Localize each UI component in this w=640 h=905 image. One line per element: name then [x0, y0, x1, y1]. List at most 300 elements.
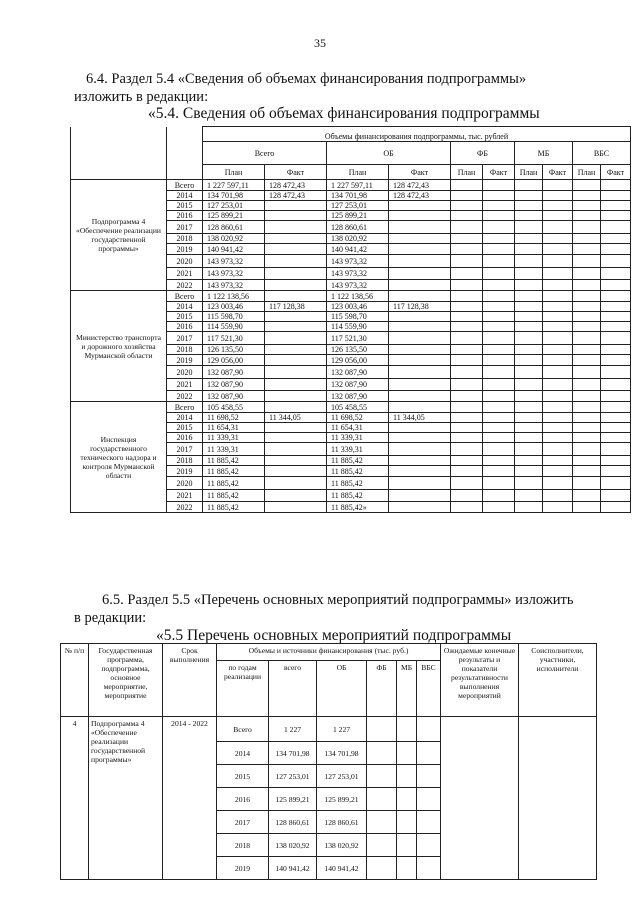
- empty-cell: [515, 280, 543, 291]
- value-cell: [265, 244, 327, 255]
- empty-cell: [543, 332, 573, 345]
- value-cell: [265, 280, 327, 291]
- empty-cell: [573, 211, 601, 221]
- value-cell: [265, 355, 327, 366]
- total-cell: 140 941,42: [269, 857, 317, 880]
- empty-cell: [601, 423, 631, 433]
- empty-cell: [483, 391, 515, 402]
- ob-cell: 127 253,01: [317, 765, 367, 788]
- ob-cell: 138 020,92: [317, 834, 367, 857]
- year-cell: Всего: [217, 717, 269, 742]
- value-cell: [389, 312, 451, 322]
- year-cell: 2022: [167, 280, 203, 291]
- empty-cell: [601, 322, 631, 332]
- value-cell: 11 885,42: [203, 456, 265, 466]
- empty-cell: [367, 717, 397, 742]
- empty-cell: [483, 456, 515, 466]
- empty-cell: [515, 477, 543, 490]
- empty-cell: [417, 788, 441, 811]
- value-cell: 128 472,43: [389, 191, 451, 201]
- year-cell: 2022: [167, 391, 203, 402]
- value-cell: [389, 433, 451, 443]
- value-cell: [389, 443, 451, 456]
- empty-cell: [451, 322, 483, 332]
- empty-cell: [573, 302, 601, 312]
- header-fact: Факт: [389, 165, 451, 180]
- empty-cell: [543, 244, 573, 255]
- value-cell: 132 087,90: [327, 391, 389, 402]
- year-cell: 2018: [167, 234, 203, 244]
- header-plan: План: [573, 165, 601, 180]
- empty-cell: [515, 413, 543, 423]
- empty-cell: [451, 302, 483, 312]
- year-cell: 2018: [217, 834, 269, 857]
- empty-cell: [543, 456, 573, 466]
- ob-cell: 128 860,61: [317, 811, 367, 834]
- value-cell: 1 122 138,56: [203, 291, 265, 302]
- value-cell: 123 003,46: [327, 302, 389, 312]
- value-cell: 134 701,98: [327, 191, 389, 201]
- empty-cell: [601, 433, 631, 443]
- row-group-label: Инспекция государственного технического надзора и контроля Мурманской области: [71, 402, 167, 513]
- value-cell: 115 598,70: [203, 312, 265, 322]
- empty-cell: [417, 742, 441, 765]
- value-cell: 143 973,32: [327, 268, 389, 280]
- empty-cell: [573, 322, 601, 332]
- empty-cell: [451, 268, 483, 280]
- year-cell: 2017: [217, 811, 269, 834]
- empty-cell: [543, 280, 573, 291]
- value-cell: 126 135,50: [203, 345, 265, 355]
- value-cell: 1 227 597,11: [327, 180, 389, 191]
- empty-cell: [515, 312, 543, 322]
- empty-cell: [573, 456, 601, 466]
- empty-cell: [483, 366, 515, 379]
- empty-cell: [451, 211, 483, 221]
- empty-cell: [543, 211, 573, 221]
- empty-cell: [451, 477, 483, 490]
- empty-cell: [601, 255, 631, 268]
- empty-cell: [483, 379, 515, 391]
- value-cell: 134 701,98: [203, 191, 265, 201]
- row-program: Подпрограмма 4 «Обеспечение реализации государственной программы»: [89, 717, 163, 880]
- empty-cell: [601, 191, 631, 201]
- empty-cell: [601, 402, 631, 413]
- value-cell: 129 056,00: [203, 355, 265, 366]
- empty-cell: [573, 255, 601, 268]
- value-cell: [265, 345, 327, 355]
- ob-cell: 134 701,98: [317, 742, 367, 765]
- header-mb: МБ: [515, 142, 573, 165]
- section-6-5-intro: 6.5. Раздел 5.5 «Перечень основных мероприятий подпрограммы» изложить: [102, 592, 574, 608]
- empty-cell: [515, 234, 543, 244]
- empty-cell: [417, 765, 441, 788]
- year-cell: 2015: [167, 312, 203, 322]
- empty-cell: [573, 280, 601, 291]
- empty-cell: [397, 765, 417, 788]
- value-cell: 125 899,21: [203, 211, 265, 221]
- value-cell: [389, 201, 451, 211]
- value-cell: 132 087,90: [203, 379, 265, 391]
- value-cell: 11 339,31: [203, 443, 265, 456]
- value-cell: [265, 502, 327, 513]
- header-by-years: по годам реализации: [217, 661, 269, 717]
- empty-cell: [515, 466, 543, 477]
- empty-cell: [483, 234, 515, 244]
- empty-cell: [451, 366, 483, 379]
- empty-cell: [601, 490, 631, 502]
- value-cell: 143 973,32: [327, 255, 389, 268]
- value-cell: 127 253,01: [327, 201, 389, 211]
- empty-cell: [515, 244, 543, 255]
- value-cell: [265, 456, 327, 466]
- empty-cell: [483, 255, 515, 268]
- empty-cell: [601, 234, 631, 244]
- value-cell: 11 885,42: [203, 490, 265, 502]
- value-cell: [389, 366, 451, 379]
- value-cell: 123 003,46: [203, 302, 265, 312]
- empty-cell: [483, 302, 515, 312]
- value-cell: 1 122 138,56: [327, 291, 389, 302]
- value-cell: 11 885,42: [203, 466, 265, 477]
- empty-cell: [367, 788, 397, 811]
- empty-cell: [543, 322, 573, 332]
- year-cell: Всего: [167, 180, 203, 191]
- empty-cell: [397, 788, 417, 811]
- empty-cell: [543, 366, 573, 379]
- value-cell: [389, 244, 451, 255]
- empty-cell: [451, 391, 483, 402]
- empty-cell: [483, 268, 515, 280]
- empty-cell: [367, 857, 397, 880]
- header-plan: План: [327, 165, 389, 180]
- value-cell: 132 087,90: [327, 379, 389, 391]
- empty-cell: [451, 180, 483, 191]
- header-fact: Факт: [601, 165, 631, 180]
- value-cell: 132 087,90: [203, 391, 265, 402]
- empty-cell: [543, 302, 573, 312]
- empty-cell: [483, 423, 515, 433]
- empty-cell: [367, 742, 397, 765]
- value-cell: 11 885,42: [327, 466, 389, 477]
- empty-cell: [367, 834, 397, 857]
- empty-cell: [543, 402, 573, 413]
- table-row: [71, 291, 631, 302]
- value-cell: [265, 332, 327, 345]
- total-cell: 125 899,21: [269, 788, 317, 811]
- value-cell: 127 253,01: [203, 201, 265, 211]
- value-cell: [265, 402, 327, 413]
- empty-cell: [543, 180, 573, 191]
- value-cell: 143 973,32: [203, 268, 265, 280]
- empty-cell: [573, 413, 601, 423]
- value-cell: 11 339,31: [203, 433, 265, 443]
- empty-cell: [601, 180, 631, 191]
- empty-cell: [573, 268, 601, 280]
- value-cell: 129 056,00: [327, 355, 389, 366]
- empty-cell: [515, 322, 543, 332]
- value-cell: 11 654,31: [327, 423, 389, 433]
- empty-cell: [601, 302, 631, 312]
- value-cell: [265, 490, 327, 502]
- empty-cell: [543, 268, 573, 280]
- empty-cell: [483, 443, 515, 456]
- value-cell: 11 339,31: [327, 433, 389, 443]
- year-cell: 2016: [167, 322, 203, 332]
- value-cell: [265, 291, 327, 302]
- empty-cell: [543, 477, 573, 490]
- value-cell: 125 899,21: [327, 211, 389, 221]
- total-cell: 128 860,61: [269, 811, 317, 834]
- empty-cell: [397, 717, 417, 742]
- empty-cell: [483, 477, 515, 490]
- empty-cell: [573, 312, 601, 322]
- empty-cell: [601, 201, 631, 211]
- empty-cell: [543, 345, 573, 355]
- year-cell: 2021: [167, 490, 203, 502]
- empty-cell: [417, 811, 441, 834]
- ob-cell: 140 941,42: [317, 857, 367, 880]
- empty-cell: [451, 355, 483, 366]
- year-cell: 2021: [167, 379, 203, 391]
- empty-cell: [601, 391, 631, 402]
- empty-cell: [515, 201, 543, 211]
- empty-cell: [573, 366, 601, 379]
- empty-cell: [515, 268, 543, 280]
- empty-cell: [543, 502, 573, 513]
- value-cell: 132 087,90: [203, 366, 265, 379]
- table-row: [61, 717, 597, 742]
- value-cell: 114 559,90: [203, 322, 265, 332]
- value-cell: 128 860,61: [327, 221, 389, 234]
- value-cell: [265, 211, 327, 221]
- year-cell: Всего: [167, 402, 203, 413]
- table-row: [71, 180, 631, 191]
- table-row: [71, 402, 631, 413]
- empty-cell: [483, 332, 515, 345]
- empty-cell: [573, 433, 601, 443]
- value-cell: 128 860,61: [203, 221, 265, 234]
- header-ob: ОБ: [317, 661, 367, 717]
- empty-cell: [573, 345, 601, 355]
- value-cell: 117 521,30: [327, 332, 389, 345]
- empty-cell: [515, 402, 543, 413]
- empty-cell: [573, 443, 601, 456]
- empty-cell: [543, 490, 573, 502]
- empty-cell: [451, 221, 483, 234]
- empty-cell: [515, 502, 543, 513]
- empty-cell: [515, 391, 543, 402]
- value-cell: 128 472,43: [389, 180, 451, 191]
- value-cell: 143 973,32: [327, 280, 389, 291]
- empty-cell: [515, 211, 543, 221]
- value-cell: 115 598,70: [327, 312, 389, 322]
- year-cell: 2016: [217, 788, 269, 811]
- value-cell: 11 885,42: [203, 502, 265, 513]
- value-cell: 143 973,32: [203, 280, 265, 291]
- value-cell: [389, 402, 451, 413]
- header-financing: Объемы финансирования подпрограммы, тыс. рублей: [203, 127, 631, 142]
- empty-cell: [515, 443, 543, 456]
- empty-cell: [451, 191, 483, 201]
- value-cell: 11 339,31: [327, 443, 389, 456]
- value-cell: 11 344,05: [389, 413, 451, 423]
- value-cell: [389, 355, 451, 366]
- header-fb: ФБ: [367, 661, 397, 717]
- empty-header-cell: [167, 142, 203, 165]
- year-cell: 2020: [167, 366, 203, 379]
- empty-cell: [451, 402, 483, 413]
- year-cell: 2019: [167, 355, 203, 366]
- header-plan: План: [203, 165, 265, 180]
- empty-cell: [573, 502, 601, 513]
- empty-cell: [515, 490, 543, 502]
- year-cell: 2022: [167, 502, 203, 513]
- empty-cell: [515, 379, 543, 391]
- empty-cell: [601, 312, 631, 322]
- header-vbs: ВБС: [573, 142, 631, 165]
- table-5-5-caption: «5.5 Перечень основных мероприятий подпрограммы: [156, 627, 512, 644]
- value-cell: [389, 255, 451, 268]
- value-cell: [265, 391, 327, 402]
- empty-header-cell: [71, 127, 167, 142]
- value-cell: 105 458,55: [203, 402, 265, 413]
- empty-cell: [483, 221, 515, 234]
- empty-cell: [451, 332, 483, 345]
- header-plan: План: [451, 165, 483, 180]
- empty-cell: [601, 345, 631, 355]
- empty-cell: [573, 355, 601, 366]
- empty-cell: [543, 221, 573, 234]
- value-cell: 128 472,43: [265, 180, 327, 191]
- empty-cell: [483, 291, 515, 302]
- year-cell: 2017: [167, 221, 203, 234]
- empty-cell: [483, 312, 515, 322]
- value-cell: 11 885,42: [203, 477, 265, 490]
- empty-cell: [451, 456, 483, 466]
- empty-cell: [573, 291, 601, 302]
- row-term: 2014 - 2022: [163, 717, 217, 880]
- value-cell: [389, 268, 451, 280]
- empty-cell: [543, 255, 573, 268]
- empty-cell: [451, 244, 483, 255]
- header-ob: ОБ: [327, 142, 451, 165]
- value-cell: 143 973,32: [203, 255, 265, 268]
- empty-cell: [483, 402, 515, 413]
- value-cell: 105 458,55: [327, 402, 389, 413]
- empty-cell: [601, 366, 631, 379]
- header-fact: Факт: [543, 165, 573, 180]
- value-cell: 138 020,92: [327, 234, 389, 244]
- empty-cell: [515, 302, 543, 312]
- empty-cell: [601, 456, 631, 466]
- financing-table: [70, 126, 631, 513]
- empty-cell: [483, 502, 515, 513]
- section-6-5-intro-cont: в редакции:: [74, 610, 147, 626]
- value-cell: 11 885,42»: [327, 502, 389, 513]
- year-cell: 2014: [167, 413, 203, 423]
- empty-cell: [601, 332, 631, 345]
- year-cell: 2015: [217, 765, 269, 788]
- empty-cell: [573, 244, 601, 255]
- empty-cell: [543, 466, 573, 477]
- empty-cell: [515, 355, 543, 366]
- value-cell: [389, 423, 451, 433]
- empty-cell: [543, 312, 573, 322]
- empty-cell: [601, 355, 631, 366]
- empty-cell: [451, 379, 483, 391]
- header-num: № п/п: [61, 644, 89, 717]
- empty-header-cell: [71, 142, 167, 165]
- value-cell: [265, 255, 327, 268]
- section-6-4-intro-cont: изложить в редакции:: [74, 89, 209, 105]
- coexecutors-cell: [519, 717, 597, 880]
- value-cell: 132 087,90: [327, 366, 389, 379]
- header-total: всего: [269, 661, 317, 717]
- year-cell: 2018: [167, 456, 203, 466]
- value-cell: 140 941,42: [203, 244, 265, 255]
- header-fact: Факт: [265, 165, 327, 180]
- empty-header-cell: [71, 165, 167, 180]
- value-cell: [389, 456, 451, 466]
- ob-cell: 1 227: [317, 717, 367, 742]
- empty-cell: [451, 466, 483, 477]
- header-term: Срок выполнения: [163, 644, 217, 717]
- empty-cell: [573, 402, 601, 413]
- value-cell: [265, 268, 327, 280]
- page-number: 35: [314, 36, 326, 50]
- empty-cell: [601, 244, 631, 255]
- value-cell: [265, 201, 327, 211]
- ob-cell: 125 899,21: [317, 788, 367, 811]
- value-cell: 11 698,52: [203, 413, 265, 423]
- empty-cell: [573, 221, 601, 234]
- header-total: Всего: [203, 142, 327, 165]
- total-cell: 127 253,01: [269, 765, 317, 788]
- empty-cell: [451, 255, 483, 268]
- empty-cell: [483, 413, 515, 423]
- empty-cell: [543, 413, 573, 423]
- header-fb: ФБ: [451, 142, 515, 165]
- value-cell: [389, 391, 451, 402]
- empty-cell: [417, 834, 441, 857]
- empty-cell: [515, 345, 543, 355]
- year-cell: 2014: [217, 742, 269, 765]
- empty-cell: [483, 490, 515, 502]
- value-cell: [265, 466, 327, 477]
- value-cell: [265, 312, 327, 322]
- empty-cell: [601, 221, 631, 234]
- value-cell: 117 521,30: [203, 332, 265, 345]
- empty-cell: [515, 456, 543, 466]
- value-cell: [265, 221, 327, 234]
- empty-cell: [515, 180, 543, 191]
- empty-cell: [397, 742, 417, 765]
- total-cell: 134 701,98: [269, 742, 317, 765]
- value-cell: 138 020,92: [203, 234, 265, 244]
- empty-cell: [483, 322, 515, 332]
- empty-cell: [515, 191, 543, 201]
- year-cell: 2019: [167, 244, 203, 255]
- year-cell: 2019: [217, 857, 269, 880]
- empty-cell: [451, 291, 483, 302]
- empty-cell: [573, 423, 601, 433]
- empty-cell: [515, 366, 543, 379]
- value-cell: [389, 466, 451, 477]
- empty-cell: [451, 443, 483, 456]
- empty-cell: [483, 191, 515, 201]
- empty-cell: [601, 268, 631, 280]
